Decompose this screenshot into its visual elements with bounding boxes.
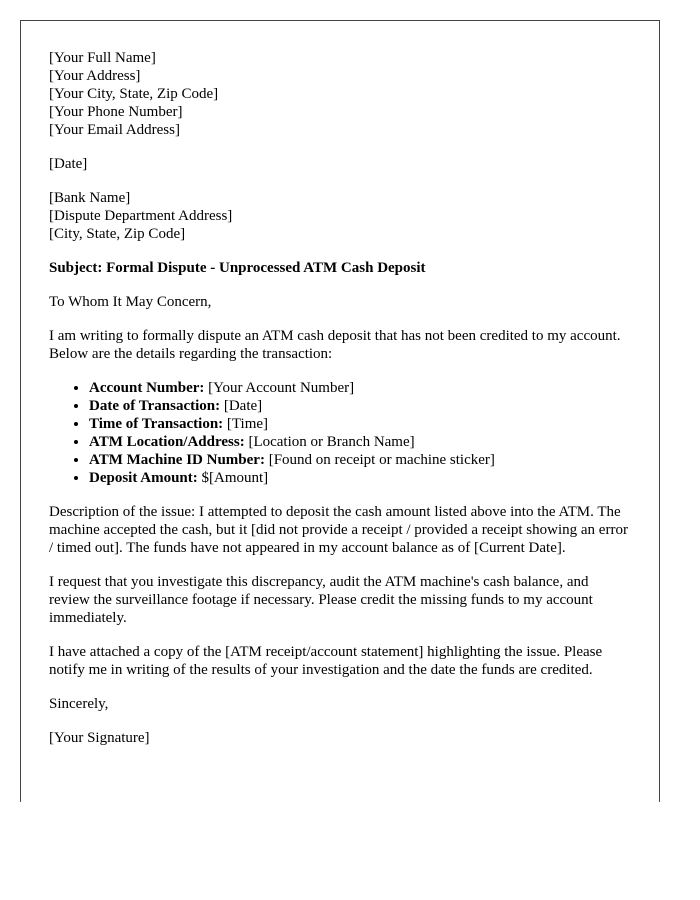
detail-value: [Your Account Number] (204, 380, 355, 396)
detail-item-date (89, 397, 631, 415)
detail-item-atm-location (89, 433, 631, 451)
sender-phone: [Your Phone Number] (49, 104, 183, 120)
recipient-bank-name: [Bank Name] (49, 190, 131, 206)
detail-value: [Location or Branch Name] (244, 434, 415, 450)
detail-value: $[Amount] (197, 470, 269, 486)
detail-item-deposit-amount (89, 469, 631, 487)
sender-block (49, 49, 631, 139)
detail-label: ATM Location/Address: (89, 434, 245, 450)
sender-name: [Your Full Name] (49, 50, 156, 66)
detail-label: Date of Transaction: (89, 398, 221, 414)
detail-label: Time of Transaction: (89, 416, 224, 432)
closing: Sincerely, (49, 696, 109, 712)
sender-city-state-zip: [Your City, State, Zip Code] (49, 86, 219, 102)
recipient-department-address: [Dispute Department Address] (49, 208, 233, 224)
detail-item-atm-id (89, 451, 631, 469)
recipient-block (49, 189, 631, 243)
subject-line: Subject: Formal Dispute - Unprocessed ATM Cash Deposit (49, 260, 426, 276)
detail-value: [Date] (220, 398, 263, 414)
salutation: To Whom It May Concern, (49, 294, 212, 310)
detail-label: ATM Machine ID Number: (89, 452, 265, 468)
request-paragraph: I request that you investigate this discrepancy, audit the ATM machine's cash balance, and review the surveillance footage if necessary. Please credit the missing funds to my account immediately. (49, 574, 593, 626)
intro-paragraph: I am writing to formally dispute an ATM cash deposit that has not been credited to my account. Below are the details regarding the transaction: (49, 328, 621, 362)
description-paragraph: Description of the issue: I attempted to deposit the cash amount listed above into the ATM. The machine accepted the cash, but it [did not provide a receipt / provided a receipt showing an error / timed out]. The funds have not appeared in my account balance as of [Current Date]. (49, 504, 628, 556)
transaction-details-list (49, 379, 631, 487)
detail-label: Account Number: (89, 380, 205, 396)
sender-email: [Your Email Address] (49, 122, 180, 138)
recipient-city-state-zip: [City, State, Zip Code] (49, 226, 186, 242)
detail-label: Deposit Amount: (89, 470, 198, 486)
detail-value: [Time] (223, 416, 269, 432)
detail-item-time (89, 415, 631, 433)
signature: [Your Signature] (49, 730, 150, 746)
attachment-paragraph: I have attached a copy of the [ATM receipt/account statement] highlighting the issue. Please notify me in writing of the results of your investigation and the date the funds are credited. (49, 644, 603, 678)
letter-document (20, 20, 660, 802)
detail-value: [Found on receipt or machine sticker] (264, 452, 495, 468)
detail-item-account-number (89, 379, 631, 397)
sender-address: [Your Address] (49, 68, 141, 84)
letter-date: [Date] (49, 156, 88, 172)
